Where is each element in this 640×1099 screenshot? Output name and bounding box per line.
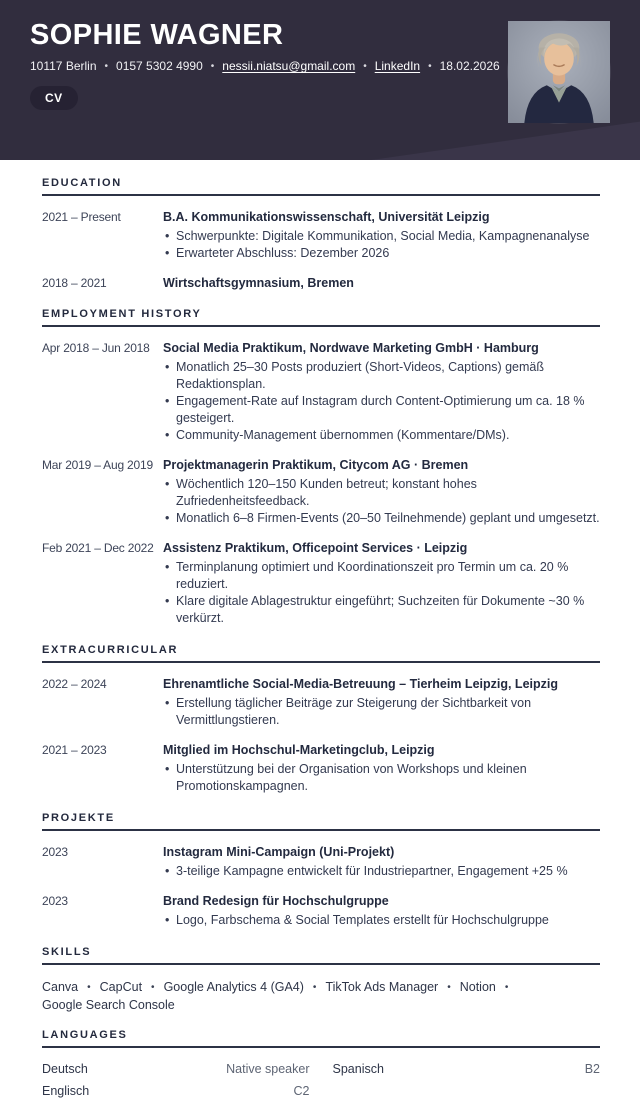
language-level: C2	[293, 1084, 310, 1098]
language-level: Native speaker	[226, 1062, 310, 1076]
dot-separator: •	[312, 981, 317, 993]
entry-date: 2023	[42, 845, 68, 859]
entry-bullets	[163, 863, 600, 880]
entry-date: 2018 – 2021	[42, 276, 107, 290]
page-title: SOPHIE WAGNER	[30, 19, 284, 51]
language-row	[333, 1061, 601, 1077]
section-heading: PROJEKTE	[42, 812, 600, 831]
entry-title: Projektmanagerin Praktikum, Citycom AG · Bremen	[163, 458, 469, 472]
entry-title: Instagram Mini-Campaign (Uni-Projekt)	[163, 845, 395, 859]
bullet-item: • Terminplanung optimiert und Koordinationszeit pro Termin um ca. 20 % reduziert.	[163, 559, 600, 593]
phone-text: 0157 5302 4990	[116, 59, 203, 74]
entry-date: 2023	[42, 894, 68, 908]
linkedin-link[interactable]: LinkedIn	[374, 59, 421, 74]
entry-title: Mitglied im Hochschul-Marketingclub, Leipzig	[163, 743, 435, 757]
skill-item: Canva	[42, 980, 79, 994]
bullet-item: • Engagement-Rate auf Instagram durch Content-Optimierung um ca. 18 % gesteigert.	[163, 393, 600, 427]
language-name: Englisch	[42, 1084, 90, 1098]
entry-bullets	[163, 559, 600, 627]
skill-item: Notion	[459, 980, 496, 994]
section-heading: EXTRACURRICULAR	[42, 644, 600, 663]
bullet-item: • Schwerpunkte: Digitale Kommunikation, Social Media, Kampagnenanalyse	[163, 228, 600, 245]
cv-entry	[42, 540, 600, 627]
section-projekte	[42, 812, 600, 929]
entry-title: Brand Redesign für Hochschulgruppe	[163, 894, 389, 908]
skill-item: Google Analytics 4 (GA4)	[163, 980, 304, 994]
entry-title: Ehrenamtliche Social-Media-Betreuung – Tierheim Leipzig, Leipzig	[163, 677, 558, 691]
language-row	[42, 1083, 310, 1099]
entry-bullets	[163, 695, 600, 729]
entry-title: Social Media Praktikum, Nordwave Marketing GmbH · Hamburg	[163, 341, 539, 355]
cv-entry	[42, 209, 600, 262]
entry-bullets	[163, 912, 600, 929]
entry-title: Assistenz Praktikum, Officepoint Services · Leipzig	[163, 541, 468, 555]
entry-bullets	[163, 476, 600, 527]
cv-entry	[42, 844, 600, 880]
entry-date: 2021 – 2023	[42, 743, 107, 757]
section-employment-history	[42, 308, 600, 627]
section-heading: EMPLOYMENT HISTORY	[42, 308, 600, 327]
dot-separator: •	[104, 60, 109, 72]
header	[0, 0, 640, 160]
entry-date: Apr 2018 – Jun 2018	[42, 341, 150, 355]
email-link[interactable]: nessii.niatsu@gmail.com	[222, 59, 356, 74]
section-heading: SKILLS	[42, 946, 600, 965]
portrait-illustration	[508, 21, 610, 123]
cv-entry	[42, 742, 600, 795]
cv-entry	[42, 676, 600, 729]
bullet-item: • Community-Management übernommen (Kommentare/DMs).	[163, 427, 600, 444]
entry-date: Mar 2019 – Aug 2019	[42, 458, 153, 472]
skill-item: CapCut	[99, 980, 143, 994]
cv-badge[interactable]: CV	[30, 86, 78, 110]
content	[0, 177, 640, 1099]
entry-title: B.A. Kommunikationswissenschaft, Universität Leipzig	[163, 210, 490, 224]
section-skills	[42, 946, 600, 1012]
cv-entry	[42, 340, 600, 444]
bullet-item: • Erstellung täglicher Beiträge zur Steigerung der Sichtbarkeit von Vermittlungstieren.	[163, 695, 600, 729]
bullet-item: • Monatlich 25–30 Posts produziert (Short-Videos, Captions) gemäß Redaktionsplan.	[163, 359, 600, 393]
section-languages	[42, 1029, 600, 1099]
skill-item: Google Search Console	[42, 998, 175, 1012]
location-text: 10117 Berlin	[30, 59, 97, 74]
entry-date: 2021 – Present	[42, 210, 121, 224]
bullet-item: • 3-teilige Kampagne entwickelt für Industriepartner, Engagement +25 %	[163, 863, 600, 880]
entry-date: Feb 2021 – Dec 2022	[42, 541, 154, 555]
entry-title: Wirtschaftsgymnasium, Bremen	[163, 276, 354, 290]
bullet-item: • Logo, Farbschema & Social Templates erstellt für Hochschulgruppe	[163, 912, 600, 929]
dot-separator: •	[447, 981, 451, 993]
bullet-item: • Erwarteter Abschluss: Dezember 2026	[163, 245, 600, 262]
cv-entry	[42, 457, 600, 527]
section-heading: LANGUAGES	[42, 1029, 600, 1048]
dot-separator: •	[210, 60, 215, 72]
entry-bullets	[163, 761, 600, 795]
skills-list	[42, 980, 600, 1012]
bullet-item: • Unterstützung bei der Organisation von Workshops und kleinen Promotionskampagnen.	[163, 761, 600, 795]
bullet-item: • Wöchentlich 120–150 Kunden betreut; konstant hohes Zufriedenheitsfeedback.	[163, 476, 600, 510]
language-name: Spanisch	[332, 1062, 384, 1076]
section-extracurricular	[42, 644, 600, 795]
language-name: Deutsch	[42, 1062, 88, 1076]
cv-entry	[42, 893, 600, 929]
section-heading: EDUCATION	[42, 177, 600, 196]
bullet-item: • Klare digitale Ablagestruktur eingeführt; Suchzeiten für Dokumente ~30 % verkürzt.	[163, 593, 600, 627]
entry-date: 2022 – 2024	[42, 677, 107, 691]
dot-separator: •	[363, 60, 367, 72]
portrait-photo	[508, 21, 610, 123]
cv-entry	[42, 275, 600, 291]
dot-separator: •	[504, 981, 509, 993]
entry-bullets	[163, 359, 600, 444]
dot-separator: •	[151, 981, 155, 993]
languages-grid	[42, 1061, 600, 1099]
entry-bullets	[163, 228, 600, 262]
date-text: 18.02.2026	[439, 59, 500, 74]
dot-separator: •	[87, 981, 91, 993]
section-education	[42, 177, 600, 291]
dot-separator: •	[428, 60, 432, 72]
skill-item: TikTok Ads Manager	[325, 980, 439, 994]
bullet-item: • Monatlich 6–8 Firmen-Events (20–50 Teilnehmende) geplant und umgesetzt.	[163, 510, 600, 527]
language-row	[42, 1061, 310, 1077]
language-level: B2	[584, 1062, 600, 1076]
